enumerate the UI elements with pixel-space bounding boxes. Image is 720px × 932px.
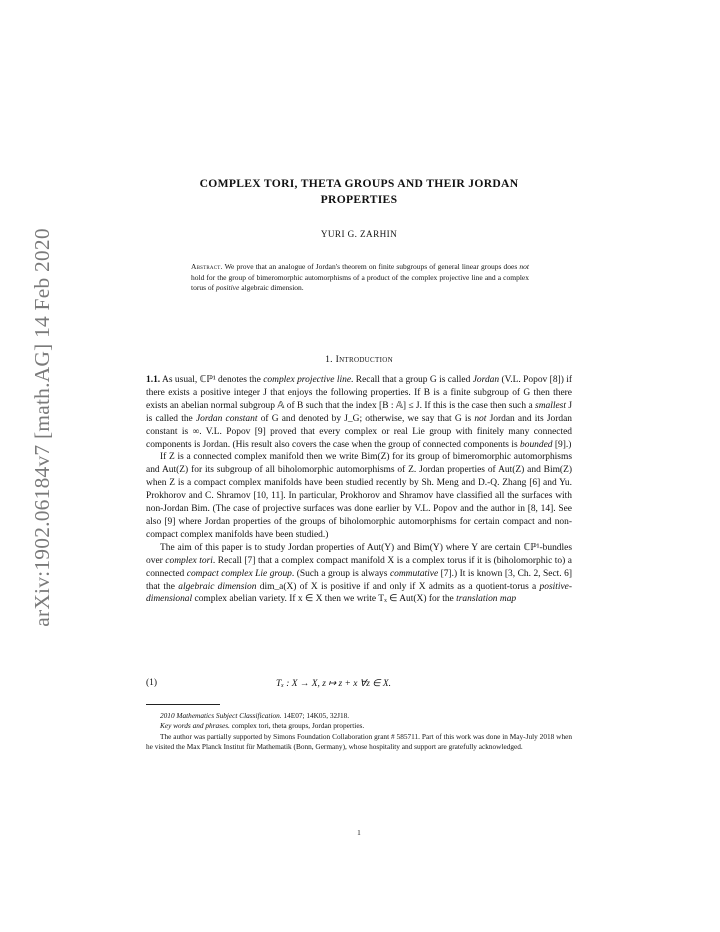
author-name: YURI G. ZARHIN: [320, 229, 398, 239]
footnote-rule: [146, 704, 220, 705]
p1-a: As usual, ℂℙ¹ denotes the: [160, 375, 264, 385]
title-line-2: PROPERTIES: [320, 193, 398, 206]
p3-j: positive-dimensional: [146, 581, 573, 605]
msc-label: 2010 Mathematics Subject Classification.: [160, 711, 282, 720]
p1-g: J is called the: [146, 400, 572, 424]
p1-l: bounded: [520, 439, 553, 450]
abstract: [191, 262, 529, 294]
paragraph-2: If Z is a connected complex manifold then we write Bim(Z) for its group of bimeromorphic automorphisms and Aut(Z) for its subgroup of all biholomorphic automorphisms of Z. Jordan properties of Aut(Z) and Bim(Z) when Z is a compact complex manifolds have been studied recently by Sh. Meng and D.-Q. Zhang [6] and Yu. Prokhorov and C. Shramov [10, 11]. In particular, Prokhorov and Shramov have classified all the surfaces with non-Jordan Bim. (The case of projective surfaces was done earlier by V.L. Popov and the author in [8, 14]. See also [9] where Jordan properties of the groups of biholomorphic automorphisms for certain compact and non-compact complex manifolds have been studied.): [146, 452, 572, 540]
p3-d: compact complex Lie group: [186, 568, 292, 579]
body-text: [146, 374, 572, 606]
section-heading-introduction: 1. Introduction: [325, 354, 393, 365]
keywords-label: Key words and phrases.: [160, 721, 230, 731]
equation-formula: Tₓ : X → X, z ↦ z + x ∀z ∈ X.: [276, 679, 391, 689]
keywords-value: complex tori, theta groups, Jordan properties.: [229, 721, 365, 731]
p1-d: Jordan: [472, 375, 500, 385]
footnote-msc: [146, 711, 572, 721]
equation-number: (1): [146, 678, 158, 688]
footnote-keywords: [146, 721, 572, 731]
paragraph-1: [146, 374, 572, 451]
p1-c: . Recall that a group G is called: [351, 375, 473, 385]
arxiv-identifier-text: arXiv:1902.06184v7 [math.AG] 14 Feb 2020: [29, 228, 54, 627]
p1-k: Jordan and its Jordan constant is ∞. V.L. Popov [9] proved that every complex or real Lie group with finitely many connected components is Jordan. (His result also covers the case when the group of connected components is: [146, 413, 572, 450]
arxiv-identifier-stamp: [22, 205, 62, 650]
p1-m: [9].): [552, 439, 572, 450]
title-line-1: COMPLEX TORI, THETA GROUPS AND THEIR JORDAN: [199, 177, 519, 190]
subsection-number: 1.1.: [146, 375, 161, 385]
p3-a: The aim of this paper is to study Jordan properties of Aut(Y) and Bim(Y) where Y are certain ℂℙ¹-bundles over: [146, 542, 572, 566]
p1-j: not: [474, 413, 487, 424]
footnote-support: The author was partially supported by Simons Foundation Collaboration grant # 585711. Part of this work was done in May-July 2018 when he visited the Max Planck Institut für Mathematik (Bonn, Germany), whose hospitality and support are gratefully acknowledged.: [146, 731, 572, 751]
p3-i: dim_a(X) of X is positive if and only if X admits as a quotient-torus a: [256, 581, 540, 592]
p1-e: (V.L. Popov [8]) if there exists a positive integer J that enjoys the following properties. If B is a finite subgroup of G then there exists an abelian normal subgroup 𝔸 of B such that the index [B : 𝔸] ≤ J. If this is the case then such a: [146, 375, 572, 411]
page-number: 1: [357, 828, 361, 837]
paper-title: [146, 176, 572, 208]
footnotes: [146, 711, 572, 752]
equation-1: [146, 678, 572, 692]
p3-c: . Recall [7] that a complex compact manifold X is a complex torus if it is (biholomorphic to) a connected: [146, 555, 572, 579]
p1-h: Jordan constant: [195, 413, 258, 424]
p1-i: of G and denoted by J_G; otherwise, we say that G is: [257, 413, 475, 424]
p3-e: . (Such a group is always: [291, 568, 390, 579]
p1-f: smallest: [535, 400, 566, 411]
p3-k: complex abelian variety. If x ∈ X then we write Tₓ ∈ Aut(X) for the: [192, 594, 457, 605]
paragraph-3: [146, 542, 572, 607]
abstract-emph-2: positive: [216, 283, 240, 293]
p3-b: complex tori: [165, 555, 213, 566]
p3-h: algebraic dimension: [178, 581, 257, 592]
abstract-label: Abstract.: [191, 262, 223, 271]
abstract-emph-1: not: [519, 262, 529, 271]
p3-f: commutative: [389, 568, 439, 579]
abstract-text-2: hold for the group of bimeromorphic automorphisms of a product of the complex projective line and a complex torus of: [191, 272, 529, 293]
abstract-text-3: algebraic dimension.: [239, 283, 304, 293]
p3-l: translation map: [456, 594, 517, 605]
p3-g: [7].) It is known [3, Ch. 2, Sect. 6] that the: [146, 568, 572, 592]
abstract-text-1: We prove that an analogue of Jordan's theorem on finite subgroups of general linear groups does: [222, 262, 520, 271]
p1-b: complex projective line: [263, 375, 352, 385]
msc-value: 14E07; 14K05, 32J18.: [281, 711, 350, 720]
